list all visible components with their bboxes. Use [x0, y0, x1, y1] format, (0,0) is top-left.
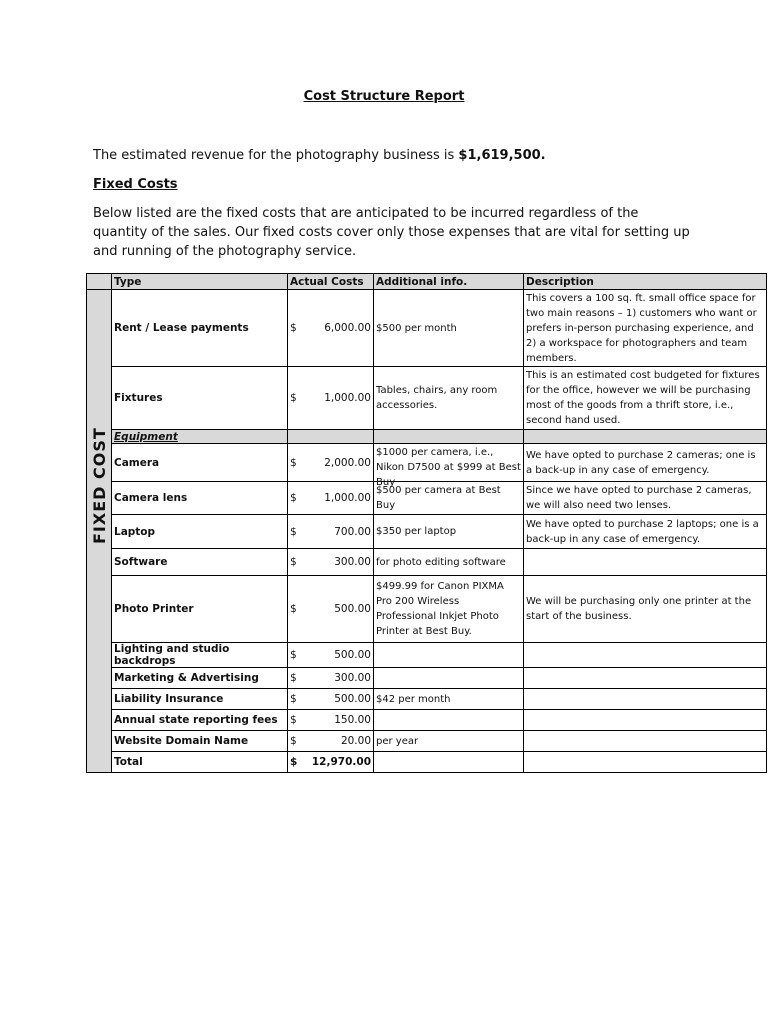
cost-value: 150.00	[334, 714, 371, 726]
currency-symbol: $	[290, 756, 298, 768]
table-header-row	[87, 274, 767, 290]
cost-value: 2,000.00	[324, 456, 371, 469]
row-type: Camera lens	[112, 482, 288, 515]
row-cost	[288, 444, 374, 482]
row-info: $500 per month	[374, 290, 524, 367]
row-info: $499.99 for Canon PIXMA Pro 200 Wireless Professional Inkjet Photo Printer at Best Buy.	[374, 576, 524, 643]
row-info-text: $1000 per camera, i.e., Nikon D7500 at $999 at Best Buy	[376, 446, 521, 488]
row-info	[374, 643, 524, 668]
row-desc	[524, 731, 767, 752]
header-desc: Description	[524, 274, 767, 290]
table-row	[87, 482, 767, 515]
row-desc: This covers a 100 sq. ft. small office space for two main reasons – 1) customers who want or prefers in-person purchasing experience, and 2) a workspace for photographers and team members.	[524, 290, 767, 367]
currency-symbol: $	[290, 714, 297, 726]
row-desc: This is an estimated cost budgeted for fixtures for the office, however we will be purchasing most of the goods from a thrift store, i.e., second hand used.	[524, 367, 767, 430]
cost-value: 1,000.00	[324, 492, 371, 504]
table-row	[87, 668, 767, 689]
currency-symbol: $	[290, 603, 297, 615]
row-info	[374, 444, 524, 488]
currency-symbol: $	[290, 556, 297, 568]
row-type: Lighting and studio backdrops	[112, 643, 288, 668]
intro-paragraph: Below listed are the fixed costs that are anticipated to be incurred regardless of the quantity of the sales. Our fixed costs cover only those expenses that are vital for setting up and running of the photography service.	[93, 206, 690, 259]
row-info: $350 per laptop	[374, 515, 524, 549]
row-info: for photo editing software	[374, 549, 524, 576]
header-cost: Actual Costs	[288, 274, 374, 290]
row-desc: We have opted to purchase 2 laptops; one is a back-up in any case of emergency.	[524, 515, 767, 549]
header-side-cell	[87, 274, 112, 290]
row-type: Rent / Lease payments	[112, 290, 288, 367]
header-info: Additional info.	[374, 274, 524, 290]
equipment-info-cell	[374, 430, 524, 444]
header-type: Type	[112, 274, 288, 290]
row-cost	[288, 668, 374, 689]
row-desc	[524, 710, 767, 731]
row-desc: We have opted to purchase 2 cameras; one is a back-up in any case of emergency.	[524, 444, 767, 482]
cost-value: 300.00	[334, 672, 371, 684]
total-value: 12,970.00	[311, 756, 371, 768]
row-desc: We will be purchasing only one printer at the start of the business.	[524, 576, 767, 643]
total-label: Total	[112, 752, 288, 773]
fixed-cost-table	[86, 273, 767, 773]
row-info: $500 per camera at Best Buy	[374, 482, 524, 515]
revenue-statement	[93, 146, 693, 165]
row-cost	[288, 290, 374, 367]
total-cost	[288, 752, 374, 773]
currency-symbol: $	[290, 322, 297, 334]
row-type: Camera	[112, 444, 288, 482]
currency-symbol: $	[290, 649, 297, 661]
section-heading: Fixed Costs	[93, 177, 178, 192]
row-desc: Since we have opted to purchase 2 cameras, we will also need two lenses.	[524, 482, 767, 515]
cost-value: 700.00	[334, 525, 371, 538]
row-type: Software	[112, 549, 288, 576]
currency-symbol: $	[290, 672, 297, 684]
equipment-label: Equipment	[112, 430, 288, 444]
table-row	[87, 367, 767, 430]
row-type: Laptop	[112, 515, 288, 549]
table-row	[87, 515, 767, 549]
row-cost	[288, 549, 374, 576]
table-row	[87, 549, 767, 576]
total-info-cell	[374, 752, 524, 773]
side-label-cell	[87, 290, 112, 773]
row-type: Fixtures	[112, 367, 288, 430]
total-row	[87, 752, 767, 773]
revenue-value: $1,619,500.	[458, 148, 546, 163]
row-type: Marketing & Advertising	[112, 668, 288, 689]
cost-value: 1,000.00	[324, 392, 371, 404]
row-type: Annual state reporting fees	[112, 710, 288, 731]
row-desc	[524, 689, 767, 710]
row-cost	[288, 367, 374, 430]
row-type: Website Domain Name	[112, 731, 288, 752]
cost-value: 500.00	[334, 603, 371, 615]
row-cost	[288, 731, 374, 752]
row-cost	[288, 515, 374, 549]
currency-symbol: $	[290, 492, 297, 504]
row-info: Tables, chairs, any room accessories.	[374, 367, 524, 430]
table-row	[87, 576, 767, 643]
table-row	[87, 290, 767, 367]
table-row	[87, 731, 767, 752]
table-row	[87, 689, 767, 710]
row-cost	[288, 643, 374, 668]
cost-value: 20.00	[340, 735, 371, 747]
row-desc	[524, 549, 767, 576]
row-desc	[524, 668, 767, 689]
row-info: per year	[374, 731, 524, 752]
table-row	[87, 710, 767, 731]
table-row	[87, 643, 767, 668]
currency-symbol: $	[290, 392, 297, 404]
row-cost	[288, 710, 374, 731]
row-desc	[524, 643, 767, 668]
equipment-subheader-row	[87, 430, 767, 444]
row-info	[374, 710, 524, 731]
row-info: $42 per month	[374, 689, 524, 710]
currency-symbol: $	[290, 525, 297, 538]
table-row	[87, 444, 767, 482]
row-type: Photo Printer	[112, 576, 288, 643]
row-cost	[288, 482, 374, 515]
currency-symbol: $	[290, 693, 297, 705]
equipment-desc-cell	[524, 430, 767, 444]
side-label: FIXED COST	[89, 426, 109, 544]
revenue-text: The estimated revenue for the photography business is	[93, 148, 459, 163]
row-cost	[288, 689, 374, 710]
cost-value: 300.00	[334, 556, 371, 568]
row-cost	[288, 576, 374, 643]
row-info	[374, 668, 524, 689]
currency-symbol: $	[290, 735, 297, 747]
cost-value: 500.00	[334, 693, 371, 705]
equipment-cost-cell	[288, 430, 374, 444]
cost-value: 6,000.00	[324, 322, 371, 334]
row-type: Liability Insurance	[112, 689, 288, 710]
report-title: Cost Structure Report	[303, 89, 465, 104]
total-desc-cell	[524, 752, 767, 773]
currency-symbol: $	[290, 456, 297, 469]
cost-value: 500.00	[334, 649, 371, 661]
